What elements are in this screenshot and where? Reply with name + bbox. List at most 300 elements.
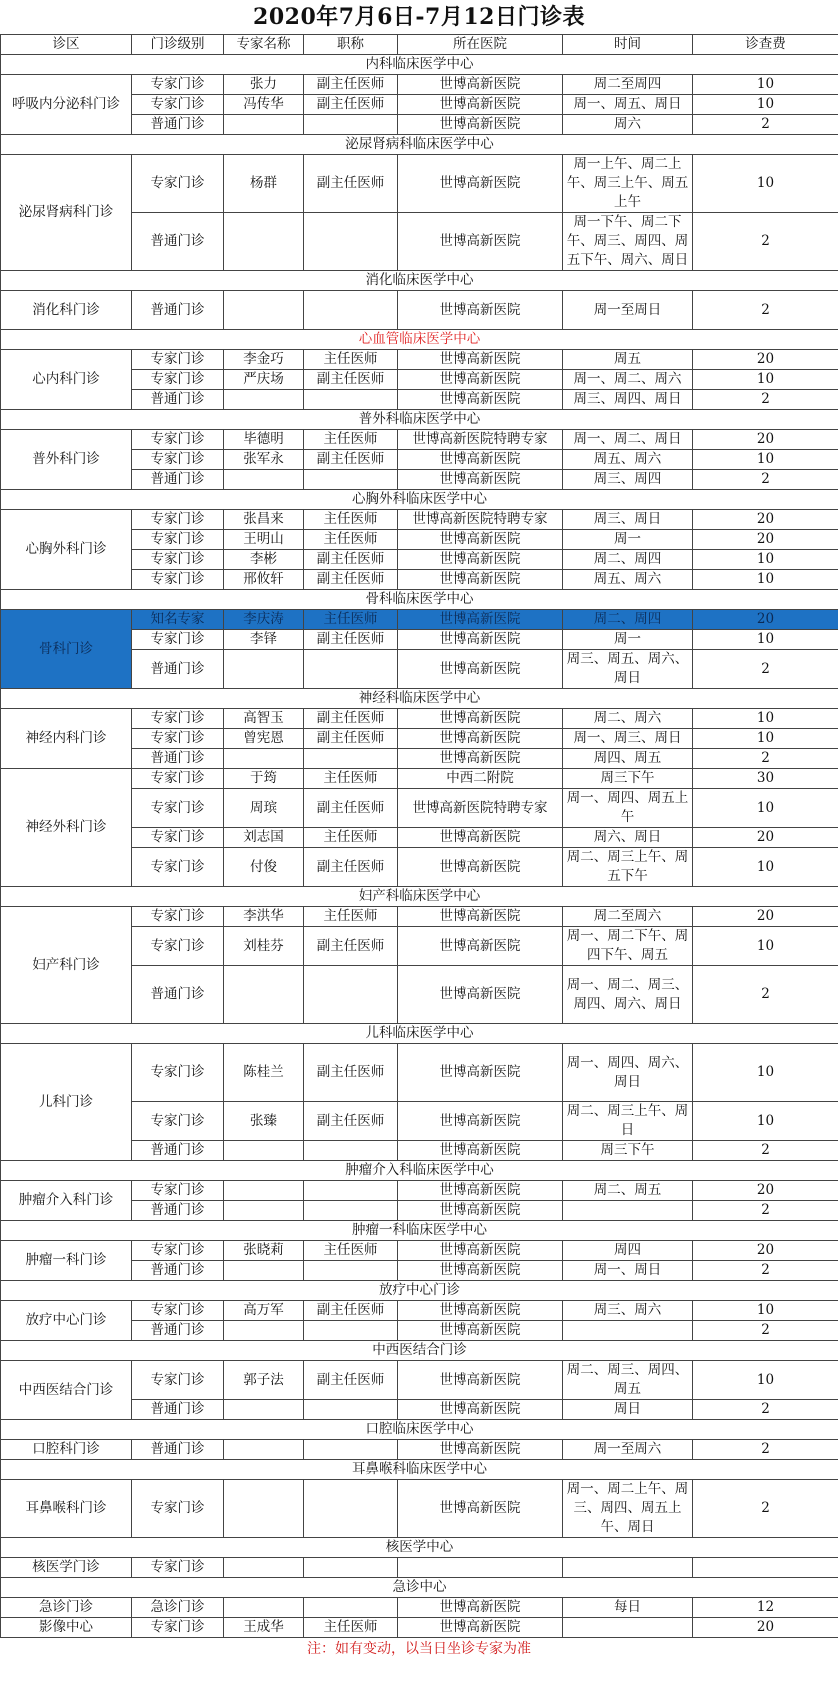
time-cell: 周二至周六 bbox=[563, 907, 693, 927]
fee-cell: 2 bbox=[693, 749, 838, 769]
expert-cell: 王成华 bbox=[224, 1618, 304, 1638]
level-cell: 专家门诊 bbox=[132, 510, 224, 530]
table-row bbox=[1, 350, 838, 370]
hospital-cell: 世博高新医院 bbox=[398, 927, 563, 966]
hospital-cell: 世博高新医院 bbox=[398, 1181, 563, 1201]
time-cell: 周三、周四 bbox=[563, 470, 693, 490]
time-cell bbox=[563, 1558, 693, 1578]
expert-cell bbox=[224, 1480, 304, 1538]
expert-cell: 李洪华 bbox=[224, 907, 304, 927]
section-row bbox=[1, 1221, 838, 1241]
section-row bbox=[1, 1460, 838, 1480]
time-cell: 周一下午、周二下午、周三、周四、周五下午、周六、周日 bbox=[563, 213, 693, 271]
title-cell: 副主任医师 bbox=[304, 848, 398, 887]
time-cell: 周三、周四、周日 bbox=[563, 390, 693, 410]
dept-cell: 肿瘤一科门诊 bbox=[1, 1241, 132, 1281]
expert-cell: 付俊 bbox=[224, 848, 304, 887]
section-row bbox=[1, 490, 838, 510]
title-cell: 副主任医师 bbox=[304, 550, 398, 570]
hospital-cell: 世博高新医院 bbox=[398, 1102, 563, 1141]
time-cell: 周二、周三上午、周五下午 bbox=[563, 848, 693, 887]
title-cell: 副主任医师 bbox=[304, 570, 398, 590]
section-row bbox=[1, 887, 838, 907]
time-cell: 周一 bbox=[563, 530, 693, 550]
level-cell: 普通门诊 bbox=[132, 966, 224, 1024]
dept-cell: 口腔科门诊 bbox=[1, 1440, 132, 1460]
fee-cell: 2 bbox=[693, 470, 838, 490]
level-cell: 普通门诊 bbox=[132, 1321, 224, 1341]
expert-cell: 周瑸 bbox=[224, 789, 304, 828]
level-cell: 专家门诊 bbox=[132, 1361, 224, 1400]
dept-cell: 影像中心 bbox=[1, 1618, 132, 1638]
level-cell: 专家门诊 bbox=[132, 530, 224, 550]
header-expert: 专家名称 bbox=[224, 35, 304, 55]
hospital-cell: 世博高新医院 bbox=[398, 75, 563, 95]
dept-cell: 心胸外科门诊 bbox=[1, 510, 132, 590]
title-cell bbox=[304, 1321, 398, 1341]
dept-cell: 急诊门诊 bbox=[1, 1598, 132, 1618]
level-cell: 普通门诊 bbox=[132, 213, 224, 271]
section-row bbox=[1, 1161, 838, 1181]
level-cell: 专家门诊 bbox=[132, 550, 224, 570]
footer-note: 注：如有变动，以当日坐诊专家为准 bbox=[307, 1641, 531, 1657]
hospital-cell: 世博高新医院 bbox=[398, 115, 563, 135]
hospital-cell: 世博高新医院 bbox=[398, 966, 563, 1024]
hospital-cell: 世博高新医院 bbox=[398, 630, 563, 650]
level-cell: 专家门诊 bbox=[132, 450, 224, 470]
header-fee: 诊查费 bbox=[693, 35, 838, 55]
time-cell: 周一、周二上午、周三、周四、周五上午、周日 bbox=[563, 1480, 693, 1538]
section-row bbox=[1, 55, 838, 75]
fee-cell: 20 bbox=[693, 1181, 838, 1201]
level-cell: 普通门诊 bbox=[132, 115, 224, 135]
section-row bbox=[1, 1420, 838, 1440]
title-cell: 副主任医师 bbox=[304, 1102, 398, 1141]
hospital-cell: 世博高新医院 bbox=[398, 749, 563, 769]
level-cell: 专家门诊 bbox=[132, 729, 224, 749]
dept-cell: 儿科门诊 bbox=[1, 1044, 132, 1161]
expert-cell bbox=[224, 470, 304, 490]
hospital-cell: 世博高新医院 bbox=[398, 213, 563, 271]
level-cell: 普通门诊 bbox=[132, 1400, 224, 1420]
section-heading: 急诊中心 bbox=[1, 1578, 838, 1598]
title-cell: 副主任医师 bbox=[304, 95, 398, 115]
title-cell: 副主任医师 bbox=[304, 927, 398, 966]
time-cell: 周一至周六 bbox=[563, 1440, 693, 1460]
hospital-cell: 世博高新医院 bbox=[398, 1201, 563, 1221]
expert-cell bbox=[224, 213, 304, 271]
header-time: 时间 bbox=[563, 35, 693, 55]
hospital-cell: 世博高新医院特聘专家 bbox=[398, 430, 563, 450]
title-cell: 副主任医师 bbox=[304, 1301, 398, 1321]
time-cell: 周一 bbox=[563, 630, 693, 650]
hospital-cell: 世博高新医院 bbox=[398, 1480, 563, 1538]
section-heading: 口腔临床医学中心 bbox=[1, 1420, 838, 1440]
section-row bbox=[1, 135, 838, 155]
expert-cell bbox=[224, 1321, 304, 1341]
expert-cell bbox=[224, 1598, 304, 1618]
time-cell: 周二、周三上午、周日 bbox=[563, 1102, 693, 1141]
fee-cell: 20 bbox=[693, 907, 838, 927]
expert-cell bbox=[224, 1558, 304, 1578]
fee-cell: 10 bbox=[693, 570, 838, 590]
fee-cell bbox=[693, 1558, 838, 1578]
title-cell: 副主任医师 bbox=[304, 370, 398, 390]
expert-cell: 李铎 bbox=[224, 630, 304, 650]
time-cell: 周二、周六 bbox=[563, 709, 693, 729]
fee-cell: 2 bbox=[693, 1321, 838, 1341]
header-dept: 诊区 bbox=[1, 35, 132, 55]
dept-cell: 核医学门诊 bbox=[1, 1558, 132, 1578]
expert-cell bbox=[224, 1201, 304, 1221]
dept-cell: 泌尿肾病科门诊 bbox=[1, 155, 132, 271]
level-cell: 专家门诊 bbox=[132, 789, 224, 828]
hospital-cell: 世博高新医院 bbox=[398, 1241, 563, 1261]
section-heading: 内科临床医学中心 bbox=[1, 55, 838, 75]
expert-cell bbox=[224, 966, 304, 1024]
level-cell: 专家门诊 bbox=[132, 907, 224, 927]
dept-cell: 放疗中心门诊 bbox=[1, 1301, 132, 1341]
hospital-cell: 世博高新医院 bbox=[398, 470, 563, 490]
expert-cell: 刘志国 bbox=[224, 828, 304, 848]
fee-cell: 2 bbox=[693, 650, 838, 689]
section-row bbox=[1, 410, 838, 430]
table-row bbox=[1, 769, 838, 789]
expert-cell: 毕德明 bbox=[224, 430, 304, 450]
page-title: 2020年7月6日-7月12日门诊表 bbox=[253, 4, 585, 30]
section-heading: 消化临床医学中心 bbox=[1, 271, 838, 291]
table-row bbox=[1, 907, 838, 927]
time-cell: 周五 bbox=[563, 350, 693, 370]
expert-cell bbox=[224, 390, 304, 410]
title-cell bbox=[304, 1400, 398, 1420]
time-cell: 周三下午 bbox=[563, 1141, 693, 1161]
fee-cell: 2 bbox=[693, 213, 838, 271]
title-cell: 主任医师 bbox=[304, 769, 398, 789]
expert-cell bbox=[224, 749, 304, 769]
expert-cell bbox=[224, 1141, 304, 1161]
section-heading: 肿瘤介入科临床医学中心 bbox=[1, 1161, 838, 1181]
level-cell: 专家门诊 bbox=[132, 927, 224, 966]
fee-cell: 30 bbox=[693, 769, 838, 789]
expert-cell: 王明山 bbox=[224, 530, 304, 550]
expert-cell: 张臻 bbox=[224, 1102, 304, 1141]
level-cell: 专家门诊 bbox=[132, 828, 224, 848]
level-cell: 专家门诊 bbox=[132, 1480, 224, 1538]
time-cell: 周一、周四、周六、周日 bbox=[563, 1044, 693, 1102]
fee-cell: 2 bbox=[693, 390, 838, 410]
table-row bbox=[1, 75, 838, 95]
table-row bbox=[1, 155, 838, 213]
title-cell bbox=[304, 1440, 398, 1460]
time-cell: 周六 bbox=[563, 115, 693, 135]
fee-cell: 2 bbox=[693, 1141, 838, 1161]
time-cell: 周一至周日 bbox=[563, 291, 693, 330]
table-row bbox=[1, 1618, 838, 1638]
title-cell: 副主任医师 bbox=[304, 789, 398, 828]
time-cell: 周六、周日 bbox=[563, 828, 693, 848]
expert-cell bbox=[224, 650, 304, 689]
title-cell bbox=[304, 1181, 398, 1201]
fee-cell: 12 bbox=[693, 1598, 838, 1618]
table-row bbox=[1, 1440, 838, 1460]
schedule-body bbox=[1, 55, 838, 1638]
fee-cell: 2 bbox=[693, 1440, 838, 1460]
table-row bbox=[1, 510, 838, 530]
section-heading: 妇产科临床医学中心 bbox=[1, 887, 838, 907]
header-row bbox=[1, 35, 838, 55]
title-cell: 主任医师 bbox=[304, 1618, 398, 1638]
fee-cell: 10 bbox=[693, 789, 838, 828]
table-row bbox=[1, 1598, 838, 1618]
fee-cell: 2 bbox=[693, 1261, 838, 1281]
expert-cell: 严庆场 bbox=[224, 370, 304, 390]
fee-cell: 10 bbox=[693, 1361, 838, 1400]
hospital-cell: 世博高新医院 bbox=[398, 1618, 563, 1638]
title-cell bbox=[304, 390, 398, 410]
expert-cell bbox=[224, 291, 304, 330]
title-cell bbox=[304, 1201, 398, 1221]
dept-cell: 神经内科门诊 bbox=[1, 709, 132, 769]
hospital-cell: 世博高新医院 bbox=[398, 530, 563, 550]
expert-cell: 李庆涛 bbox=[224, 610, 304, 630]
title-cell: 主任医师 bbox=[304, 350, 398, 370]
title-cell bbox=[304, 470, 398, 490]
level-cell: 专家门诊 bbox=[132, 1102, 224, 1141]
expert-cell: 邢攸轩 bbox=[224, 570, 304, 590]
title-cell bbox=[304, 213, 398, 271]
hospital-cell: 世博高新医院 bbox=[398, 570, 563, 590]
hospital-cell: 世博高新医院 bbox=[398, 350, 563, 370]
section-heading: 泌尿肾病科临床医学中心 bbox=[1, 135, 838, 155]
title-cell: 副主任医师 bbox=[304, 75, 398, 95]
section-heading: 神经科临床医学中心 bbox=[1, 689, 838, 709]
expert-cell: 曾宪恩 bbox=[224, 729, 304, 749]
fee-cell: 10 bbox=[693, 370, 838, 390]
hospital-cell: 世博高新医院 bbox=[398, 709, 563, 729]
level-cell: 专家门诊 bbox=[132, 350, 224, 370]
section-row bbox=[1, 1281, 838, 1301]
time-cell: 周四 bbox=[563, 1241, 693, 1261]
time-cell: 周二、周四 bbox=[563, 610, 693, 630]
dept-cell: 耳鼻喉科门诊 bbox=[1, 1480, 132, 1538]
title-cell bbox=[304, 1141, 398, 1161]
fee-cell: 10 bbox=[693, 927, 838, 966]
level-cell: 普通门诊 bbox=[132, 650, 224, 689]
header-hospital: 所在医院 bbox=[398, 35, 563, 55]
level-cell: 普通门诊 bbox=[132, 470, 224, 490]
time-cell: 周二、周三、周四、周五 bbox=[563, 1361, 693, 1400]
dept-cell: 肿瘤介入科门诊 bbox=[1, 1181, 132, 1221]
hospital-cell: 世博高新医院 bbox=[398, 729, 563, 749]
hospital-cell: 世博高新医院 bbox=[398, 1141, 563, 1161]
title-cell bbox=[304, 650, 398, 689]
level-cell: 专家门诊 bbox=[132, 1181, 224, 1201]
time-cell: 周四、周五 bbox=[563, 749, 693, 769]
hospital-cell: 世博高新医院 bbox=[398, 291, 563, 330]
level-cell: 专家门诊 bbox=[132, 570, 224, 590]
fee-cell: 10 bbox=[693, 450, 838, 470]
level-cell: 专家门诊 bbox=[132, 1618, 224, 1638]
title-cell bbox=[304, 115, 398, 135]
table-row bbox=[1, 1181, 838, 1201]
expert-cell: 高智玉 bbox=[224, 709, 304, 729]
expert-cell: 冯传华 bbox=[224, 95, 304, 115]
hospital-cell: 世博高新医院特聘专家 bbox=[398, 510, 563, 530]
title-cell: 副主任医师 bbox=[304, 450, 398, 470]
hospital-cell: 世博高新医院 bbox=[398, 155, 563, 213]
hospital-cell: 世博高新医院特聘专家 bbox=[398, 789, 563, 828]
fee-cell: 2 bbox=[693, 1400, 838, 1420]
section-heading: 心胸外科临床医学中心 bbox=[1, 490, 838, 510]
fee-cell: 10 bbox=[693, 155, 838, 213]
fee-cell: 20 bbox=[693, 530, 838, 550]
time-cell: 周二、周四 bbox=[563, 550, 693, 570]
level-cell: 普通门诊 bbox=[132, 1261, 224, 1281]
time-cell: 周三、周日 bbox=[563, 510, 693, 530]
dept-cell: 普外科门诊 bbox=[1, 430, 132, 490]
section-heading: 普外科临床医学中心 bbox=[1, 410, 838, 430]
expert-cell: 于筠 bbox=[224, 769, 304, 789]
section-heading: 耳鼻喉科临床医学中心 bbox=[1, 1460, 838, 1480]
fee-cell: 20 bbox=[693, 610, 838, 630]
section-row bbox=[1, 1538, 838, 1558]
section-row bbox=[1, 1578, 838, 1598]
level-cell: 普通门诊 bbox=[132, 1440, 224, 1460]
table-row bbox=[1, 1241, 838, 1261]
title-cell bbox=[304, 966, 398, 1024]
header-level: 门诊级别 bbox=[132, 35, 224, 55]
table-row bbox=[1, 1558, 838, 1578]
hospital-cell: 世博高新医院 bbox=[398, 1321, 563, 1341]
title-cell: 主任医师 bbox=[304, 1241, 398, 1261]
level-cell: 知名专家 bbox=[132, 610, 224, 630]
expert-cell: 刘桂芬 bbox=[224, 927, 304, 966]
level-cell: 专家门诊 bbox=[132, 75, 224, 95]
level-cell: 专家门诊 bbox=[132, 1558, 224, 1578]
hospital-cell: 世博高新医院 bbox=[398, 1440, 563, 1460]
table-row bbox=[1, 291, 838, 330]
section-heading: 中西医结合门诊 bbox=[1, 1341, 838, 1361]
time-cell: 周二、周五 bbox=[563, 1181, 693, 1201]
time-cell: 周日 bbox=[563, 1400, 693, 1420]
title-cell: 主任医师 bbox=[304, 907, 398, 927]
level-cell: 普通门诊 bbox=[132, 390, 224, 410]
level-cell: 专家门诊 bbox=[132, 95, 224, 115]
section-row bbox=[1, 590, 838, 610]
dept-cell: 呼吸内分泌科门诊 bbox=[1, 75, 132, 135]
level-cell: 专家门诊 bbox=[132, 370, 224, 390]
section-row bbox=[1, 689, 838, 709]
fee-cell: 10 bbox=[693, 1301, 838, 1321]
title-cell: 副主任医师 bbox=[304, 709, 398, 729]
level-cell: 专家门诊 bbox=[132, 848, 224, 887]
expert-cell: 张力 bbox=[224, 75, 304, 95]
expert-cell: 李金巧 bbox=[224, 350, 304, 370]
fee-cell: 10 bbox=[693, 1044, 838, 1102]
title-cell: 主任医师 bbox=[304, 610, 398, 630]
title-cell: 副主任医师 bbox=[304, 729, 398, 749]
expert-cell bbox=[224, 1400, 304, 1420]
time-cell: 周二至周四 bbox=[563, 75, 693, 95]
fee-cell: 20 bbox=[693, 430, 838, 450]
title-cell: 副主任医师 bbox=[304, 155, 398, 213]
hospital-cell: 世博高新医院 bbox=[398, 1400, 563, 1420]
time-cell: 周一上午、周二上午、周三上午、周五上午 bbox=[563, 155, 693, 213]
table-row bbox=[1, 430, 838, 450]
hospital-cell: 世博高新医院 bbox=[398, 1044, 563, 1102]
table-row bbox=[1, 1301, 838, 1321]
expert-cell bbox=[224, 115, 304, 135]
title-cell: 副主任医师 bbox=[304, 630, 398, 650]
table-row bbox=[1, 709, 838, 729]
expert-cell: 张晓莉 bbox=[224, 1241, 304, 1261]
expert-cell bbox=[224, 1440, 304, 1460]
time-cell: 周一、周二、周六 bbox=[563, 370, 693, 390]
table-row bbox=[1, 1044, 838, 1102]
title-cell: 副主任医师 bbox=[304, 1044, 398, 1102]
expert-cell bbox=[224, 1261, 304, 1281]
time-cell: 周三、周五、周六、周日 bbox=[563, 650, 693, 689]
fee-cell: 10 bbox=[693, 630, 838, 650]
time-cell: 周一、周二下午、周四下午、周五 bbox=[563, 927, 693, 966]
fee-cell: 2 bbox=[693, 115, 838, 135]
section-row bbox=[1, 1341, 838, 1361]
time-cell: 周一、周二、周三、周四、周六、周日 bbox=[563, 966, 693, 1024]
level-cell: 专家门诊 bbox=[132, 769, 224, 789]
table-row-highlighted bbox=[1, 610, 838, 630]
section-heading: 放疗中心门诊 bbox=[1, 1281, 838, 1301]
section-heading: 儿科临床医学中心 bbox=[1, 1024, 838, 1044]
section-heading: 肿瘤一科临床医学中心 bbox=[1, 1221, 838, 1241]
fee-cell: 10 bbox=[693, 1102, 838, 1141]
hospital-cell: 中西二附院 bbox=[398, 769, 563, 789]
fee-cell: 20 bbox=[693, 1618, 838, 1638]
dept-cell: 神经外科门诊 bbox=[1, 769, 132, 887]
time-cell: 周三、周六 bbox=[563, 1301, 693, 1321]
expert-cell: 郭子法 bbox=[224, 1361, 304, 1400]
time-cell: 每日 bbox=[563, 1598, 693, 1618]
fee-cell: 20 bbox=[693, 510, 838, 530]
section-row bbox=[1, 271, 838, 291]
title-cell: 副主任医师 bbox=[304, 1361, 398, 1400]
expert-cell: 杨群 bbox=[224, 155, 304, 213]
hospital-cell: 世博高新医院 bbox=[398, 848, 563, 887]
dept-cell: 骨科门诊 bbox=[1, 610, 132, 689]
dept-cell: 中西医结合门诊 bbox=[1, 1361, 132, 1420]
fee-cell: 10 bbox=[693, 709, 838, 729]
hospital-cell: 世博高新医院 bbox=[398, 1598, 563, 1618]
time-cell: 周一、周四、周五上午 bbox=[563, 789, 693, 828]
time-cell bbox=[563, 1201, 693, 1221]
title-cell: 主任医师 bbox=[304, 828, 398, 848]
time-cell: 周一、周三、周日 bbox=[563, 729, 693, 749]
hospital-cell bbox=[398, 1558, 563, 1578]
fee-cell: 10 bbox=[693, 729, 838, 749]
level-cell: 专家门诊 bbox=[132, 1044, 224, 1102]
time-cell bbox=[563, 1321, 693, 1341]
hospital-cell: 世博高新医院 bbox=[398, 1261, 563, 1281]
hospital-cell: 世博高新医院 bbox=[398, 550, 563, 570]
title-cell bbox=[304, 1261, 398, 1281]
fee-cell: 10 bbox=[693, 75, 838, 95]
fee-cell: 20 bbox=[693, 350, 838, 370]
level-cell: 普通门诊 bbox=[132, 749, 224, 769]
expert-cell: 李彬 bbox=[224, 550, 304, 570]
level-cell: 专家门诊 bbox=[132, 430, 224, 450]
level-cell: 普通门诊 bbox=[132, 1201, 224, 1221]
title-cell bbox=[304, 749, 398, 769]
